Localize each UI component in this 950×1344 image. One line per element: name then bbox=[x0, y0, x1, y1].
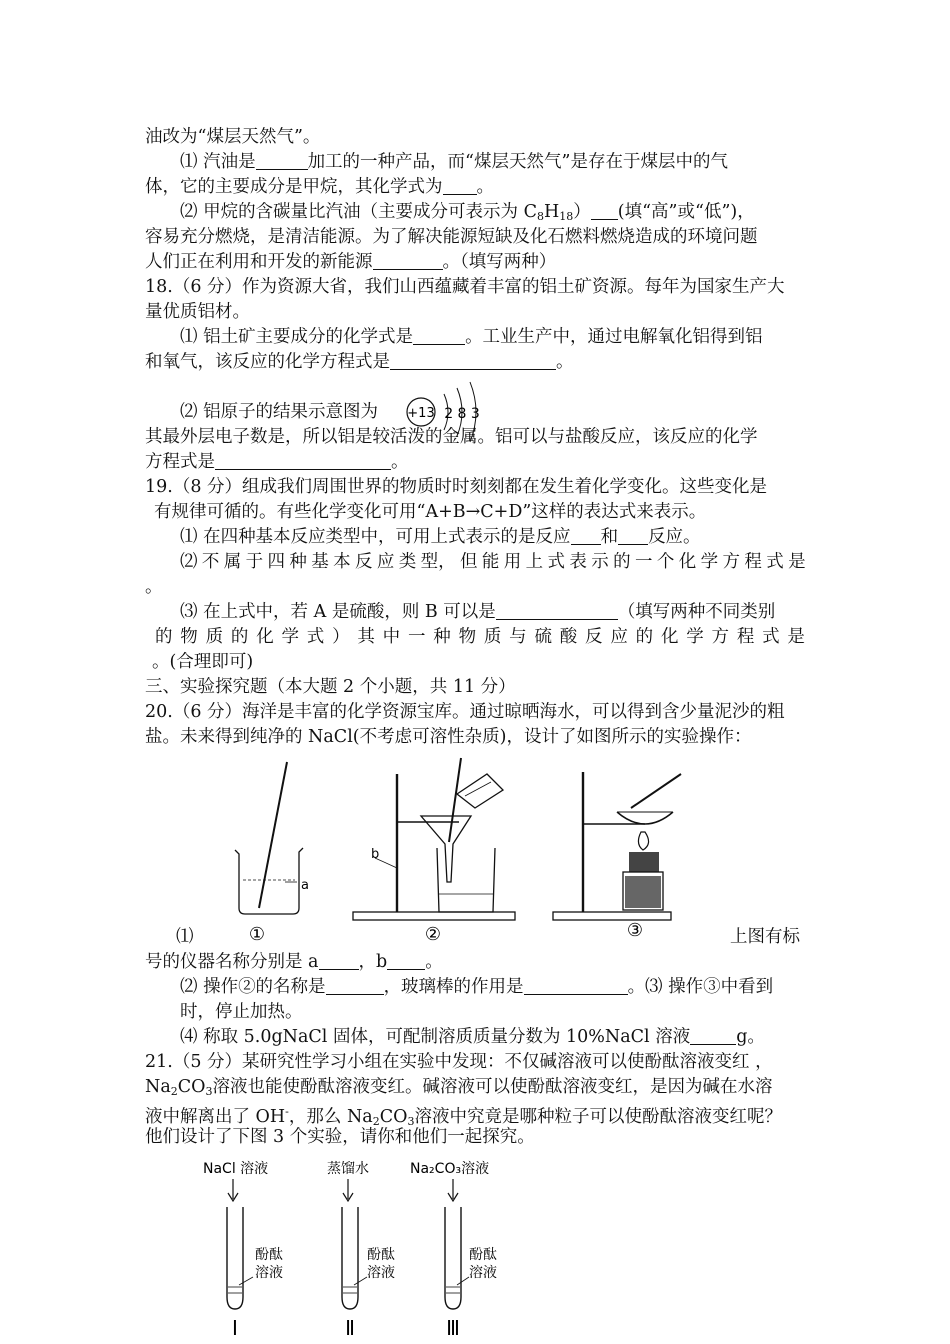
evaporating-dish bbox=[617, 812, 673, 824]
reagent-label: Na₂CO₃溶液 bbox=[410, 1161, 490, 1177]
q21-intro: $Na_2CO_3$溶液也能使酚酞溶液变红。碱溶液可以使酚酞溶液变红，是因为碱在水溶 bbox=[145, 1077, 773, 1098]
q20-part2: ⑵ 操作②的名称是 ，玻璃棒的作用是 。⑶ 操作③中看到 bbox=[180, 977, 774, 997]
q19-title: 19.（8 分）组成我们周围世界的物质时时刻刻都在发生着化学变化。这些变化是 bbox=[145, 477, 768, 497]
tube-numeral: Ⅲ bbox=[446, 1316, 460, 1340]
evaporation-setup bbox=[553, 772, 681, 941]
flame bbox=[638, 832, 648, 850]
label-a: a bbox=[301, 878, 309, 893]
q19-intro: 有规律可循的。有些化学变化可用“A+B→C+D”这样的表达式来表示。 bbox=[154, 502, 707, 522]
pouring-beaker bbox=[457, 774, 503, 808]
blank[interactable] bbox=[571, 526, 601, 545]
blank[interactable] bbox=[524, 976, 628, 995]
q20-part4: ⑷ 称取 5.0gNaCl 固体，可配制溶质质量分数为 10%NaCl 溶液 g。 bbox=[180, 1027, 765, 1047]
q21-test-tubes-figure bbox=[195, 1155, 515, 1340]
q20-part1: 上图有标 bbox=[730, 927, 800, 947]
filtration-setup bbox=[353, 758, 515, 944]
blank[interactable] bbox=[387, 951, 425, 970]
label-num2: ② bbox=[424, 924, 442, 944]
test-tube-3 bbox=[410, 1160, 497, 1340]
q18-part2: ⑵ 铝原子的结果示意图为 bbox=[180, 402, 379, 422]
indicator-label-2: 溶液 bbox=[255, 1265, 283, 1281]
q19-part1: ⑴ 在四种基本反应类型中，可用上式表示的是反应 和 反应。 bbox=[180, 527, 701, 547]
q21-intro-2: 液中解离出了 OH-，那么 $Na_2CO_3$溶液中究竟是哪种粒子可以使酚酞溶液变红呢？ bbox=[145, 1105, 782, 1128]
reagent-label: 蒸馏水 bbox=[327, 1161, 369, 1177]
q19-part3-end: 。(合理即可) bbox=[152, 652, 254, 672]
indicator-label-1: 酚酞 bbox=[367, 1247, 395, 1263]
q19-part3: ⑶ 在上式中，若 A 是硫酸，则 B 可以是 （填写两种不同类别 bbox=[180, 602, 776, 622]
q18-title: 18.（6 分）作为资源大省，我们山西蕴藏着丰富的铝土矿资源。每年为国家生产大 bbox=[145, 277, 785, 297]
funnel bbox=[421, 816, 471, 882]
blank[interactable] bbox=[443, 176, 477, 195]
indicator-label-2: 溶液 bbox=[469, 1265, 497, 1281]
q20-part3-cont: 时，停止加热。 bbox=[180, 1002, 303, 1022]
blank[interactable] bbox=[618, 526, 648, 545]
q17-part2: ⑵ 甲烷的含碳量比汽油（主要成分可表示为 $C_8H_{18}$） (填“高”或“低”)， bbox=[180, 202, 755, 223]
q19-part3-cont: 的 物 质 的 化 学 式 ） 其 中 一 种 物 质 与 硫 酸 反 应 的 化 学 方 程 式 是 bbox=[155, 627, 805, 647]
q18-part2-cont2: 方程式是 。 bbox=[145, 452, 409, 472]
blank[interactable] bbox=[413, 326, 465, 345]
q18-part1: ⑴ 铝土矿主要成分的化学式是 。工业生产中，通过电解氧化铝得到铝 bbox=[180, 327, 763, 347]
q17-part1-cont: 体，它的主要成分是甲烷，其化学式为 。 bbox=[145, 177, 494, 197]
q19-part2: ⑵ 不 属 于 四 种 基 本 反 应 类 型， 但 能 用 上 式 表 示 的 一 个 化 学 方 程 式 是 bbox=[180, 552, 806, 572]
blank[interactable] bbox=[215, 451, 391, 470]
q20-part1-cont: 号的仪器名称分别是 a ，b 。 bbox=[145, 952, 443, 972]
q18-intro: 量优质铝材。 bbox=[145, 302, 250, 322]
q18-part1-cont: 和氧气，该反应的化学方程式是 。 bbox=[145, 352, 574, 372]
test-tube-2 bbox=[327, 1160, 395, 1340]
label-b: b bbox=[371, 847, 380, 862]
blank[interactable] bbox=[256, 151, 308, 170]
nucleus-charge: +13 bbox=[407, 406, 435, 421]
test-tube-1 bbox=[203, 1160, 283, 1340]
glass-rod bbox=[631, 774, 681, 808]
blank[interactable] bbox=[390, 351, 556, 370]
q17-intro-tail: 油改为“煤层天然气”。 bbox=[145, 127, 321, 147]
blank[interactable] bbox=[319, 951, 359, 970]
q20-apparatus-figure bbox=[225, 752, 725, 944]
beaker-dissolving bbox=[235, 762, 309, 944]
q18-part2-cont: 其最外层电子数是，所以铝是较活泼的金属。铝可以与盐酸反应，该反应的化学 bbox=[145, 427, 758, 447]
q17-part2-cont: 容易充分燃烧，是清洁能源。为了解决能源短缺及化石燃料燃烧造成的环境问题 bbox=[145, 227, 758, 247]
tube-numeral: Ⅱ bbox=[345, 1316, 355, 1340]
alcohol-lamp-top bbox=[629, 852, 659, 872]
q20-part1-label: ⑴ bbox=[176, 927, 194, 947]
glass-rod bbox=[259, 762, 287, 908]
glass-rod bbox=[449, 758, 461, 842]
indicator-label-1: 酚酞 bbox=[255, 1247, 283, 1263]
blank[interactable] bbox=[326, 976, 384, 995]
label-num1: ① bbox=[248, 924, 266, 944]
blank[interactable] bbox=[690, 1026, 736, 1045]
reagent-label: NaCl 溶液 bbox=[203, 1161, 269, 1177]
blank[interactable] bbox=[373, 251, 443, 270]
q21-intro-3: 他们设计了下图 3 个实验，请你和他们一起探究。 bbox=[145, 1127, 535, 1147]
blank[interactable] bbox=[496, 601, 618, 620]
tube-numeral: Ⅰ bbox=[232, 1316, 238, 1340]
q20-intro: 盐。未来得到纯净的 NaCl(不考虑可溶性杂质)，设计了如图所示的实验操作： bbox=[145, 727, 752, 747]
q21-title: 21.（5 分）某研究性学习小组在实验中发现：不仅碱溶液可以使酚酞溶液变红 ， bbox=[145, 1052, 773, 1072]
indicator-label-2: 溶液 bbox=[367, 1265, 395, 1281]
blank[interactable] bbox=[591, 201, 618, 220]
indicator-label-1: 酚酞 bbox=[469, 1247, 497, 1263]
label-num3: ③ bbox=[626, 920, 644, 941]
q20-title: 20.（6 分）海洋是丰富的化学资源宝库。通过晾晒海水，可以得到含少量泥沙的粗 bbox=[145, 702, 785, 722]
q17-part1: ⑴ 汽油是 加工的一种产品，而“煤层天然气”是存在于煤层中的气 bbox=[180, 152, 728, 172]
q19-part2-end: 。 bbox=[145, 577, 163, 597]
shell-electrons: 2 8 3 bbox=[444, 406, 480, 422]
q17-part2-cont2: 人们正在利用和开发的新能源 。（填写两种） bbox=[145, 252, 557, 272]
section-3-heading: 三、实验探究题（本大题 2 个小题，共 11 分） bbox=[145, 677, 516, 697]
